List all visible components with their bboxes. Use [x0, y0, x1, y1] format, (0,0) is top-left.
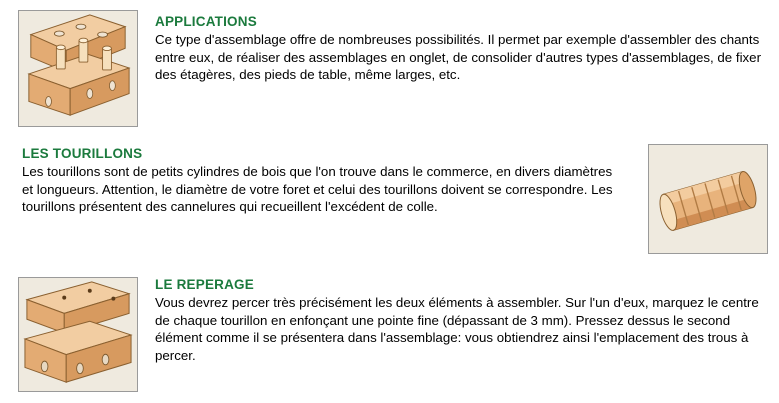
dowel-joint-illustration [19, 11, 137, 126]
figure-marking [18, 277, 138, 392]
section-applications [155, 14, 770, 84]
section-text-applications: Ce type d'assemblage offre de nombreuses possibilités. Il permet par exemple d'assembler des chants entre eux, de réaliser des assemblages en onglet, de consolider d'autres types d'assemblages, de fixer des étagères, des pieds de table, même larges, etc. [155, 32, 762, 82]
section-text-reperage: Vous devrez percer très précisément les deux éléments à assembler. Sur l'un d'eux, marquez le centre de chaque tourillon en enfonçant une pointe fine (dépassant de 3 mm). Pressez dessus le second élément comme il se présentera dans l'assemblage: vous obtiendrez ainsi l'emplacement des trous à percer. [155, 295, 759, 363]
section-reperage [155, 277, 770, 364]
section-text-tourillons: Les tourillons sont de petits cylindres de bois que l'on trouve dans le commerce, en divers diamètres et longueurs. Attention, le diamètre de votre foret et celui des tourillons doivent se correspondre. Les tourillons présentent des cannelures qui recueillent l'excédent de colle. [22, 164, 613, 214]
single-dowel-illustration [649, 145, 767, 253]
section-heading-applications: APPLICATIONS [155, 14, 257, 29]
section-tourillons [22, 146, 622, 216]
figure-dowel-joint [18, 10, 138, 127]
section-heading-tourillons: LES TOURILLONS [22, 146, 143, 161]
section-heading-reperage: LE REPERAGE [155, 277, 254, 292]
marking-illustration [19, 278, 137, 391]
figure-single-dowel [648, 144, 768, 254]
